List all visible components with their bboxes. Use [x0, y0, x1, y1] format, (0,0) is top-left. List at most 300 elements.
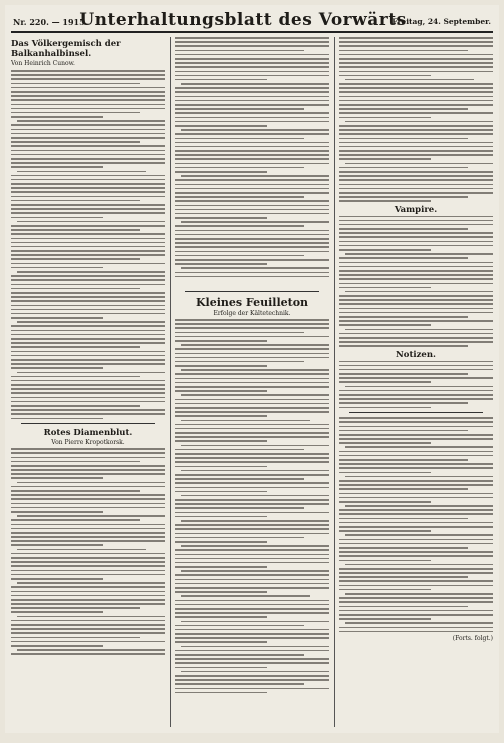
text-line [175, 327, 329, 329]
text-line [339, 87, 493, 89]
text-line [11, 275, 165, 277]
text-line [11, 363, 165, 365]
serial-continued-body [339, 417, 493, 632]
text-line [345, 534, 493, 536]
text-line [175, 516, 267, 518]
text-line [11, 346, 140, 348]
text-line [339, 484, 493, 486]
text-line [11, 620, 165, 622]
text-line [11, 376, 140, 378]
text-line [11, 452, 165, 454]
text-line [339, 188, 493, 190]
column-3-body [339, 37, 493, 202]
text-line [345, 291, 493, 293]
text-line [175, 184, 329, 186]
text-line [11, 645, 103, 647]
text-line [11, 87, 165, 89]
article-body-continued [175, 37, 329, 277]
text-line [339, 41, 493, 43]
text-line [11, 448, 165, 450]
text-line [175, 457, 329, 459]
text-line [175, 554, 329, 556]
text-line [11, 607, 140, 609]
feuilleton-body [175, 319, 329, 693]
text-line [339, 75, 431, 77]
text-line [11, 104, 165, 106]
text-line [175, 579, 329, 581]
text-line [339, 333, 493, 335]
text-line [339, 171, 493, 173]
text-line [339, 112, 493, 114]
text-line [175, 234, 329, 236]
text-line [11, 250, 165, 252]
text-line [175, 41, 329, 43]
text-line [17, 372, 165, 374]
text-line [175, 112, 329, 114]
text-line [11, 187, 165, 189]
text-line [11, 351, 165, 353]
text-line [17, 271, 165, 273]
text-line [339, 45, 493, 47]
text-line [175, 121, 329, 123]
text-line [11, 586, 165, 588]
column-divider [170, 37, 171, 727]
text-line [11, 200, 140, 202]
text-line [339, 184, 493, 186]
text-line [339, 295, 493, 297]
text-line [175, 629, 329, 631]
text-line [11, 624, 165, 626]
text-line [175, 171, 267, 173]
text-line [339, 320, 493, 322]
text-line [11, 254, 165, 256]
text-line [175, 58, 329, 60]
text-line [175, 87, 329, 89]
text-line [17, 582, 165, 584]
text-line [175, 125, 267, 127]
text-line [175, 487, 329, 489]
text-line [175, 537, 304, 539]
text-line [175, 604, 329, 606]
text-line [339, 463, 493, 465]
text-line [339, 249, 431, 251]
text-line [11, 401, 165, 403]
text-line [339, 108, 468, 110]
text-line [339, 497, 493, 499]
text-line [175, 428, 329, 430]
text-line [175, 474, 329, 476]
text-line [11, 179, 165, 181]
text-line [339, 66, 493, 68]
text-line [175, 133, 329, 135]
text-line [339, 200, 431, 202]
text-line [175, 424, 329, 426]
text-line [175, 54, 329, 56]
text-line [339, 341, 493, 343]
article-author: Von Heinrich Cunow. [11, 60, 75, 67]
text-line [339, 167, 468, 169]
text-line [11, 519, 140, 521]
text-line [345, 564, 493, 566]
text-line [11, 465, 165, 467]
text-line [175, 213, 329, 215]
text-line [11, 305, 165, 307]
text-line [175, 692, 267, 694]
text-line [339, 434, 493, 436]
text-line [175, 332, 304, 334]
text-line [175, 528, 329, 530]
text-line [175, 478, 304, 480]
text-line [339, 142, 493, 144]
text-line [181, 445, 329, 447]
text-line [339, 192, 493, 194]
text-line [175, 357, 329, 359]
text-line [181, 394, 329, 396]
text-line [175, 158, 329, 160]
text-line [175, 616, 267, 618]
text-line [175, 163, 329, 165]
text-line [175, 66, 329, 68]
text-line [345, 163, 493, 165]
text-line [11, 95, 165, 97]
text-line [339, 530, 431, 532]
text-line [17, 321, 165, 323]
text-line [339, 154, 493, 156]
text-line [339, 601, 493, 603]
text-line [11, 611, 103, 613]
text-line [11, 99, 165, 101]
text-line [339, 324, 431, 326]
text-line [175, 403, 329, 405]
text-line [339, 138, 468, 140]
text-line [175, 192, 329, 194]
text-line [11, 154, 165, 156]
text-line [175, 378, 329, 380]
text-line [175, 117, 329, 119]
text-line [175, 641, 267, 643]
text-line [11, 570, 165, 572]
text-line [175, 688, 329, 690]
text-line [175, 37, 329, 39]
text-line [175, 365, 267, 367]
divider [21, 423, 155, 424]
text-line [175, 541, 267, 543]
text-line [175, 587, 329, 589]
text-line [11, 292, 165, 294]
text-line [339, 394, 493, 396]
text-line [11, 212, 165, 214]
text-line [175, 512, 329, 514]
text-line [11, 108, 165, 110]
text-line [175, 658, 329, 660]
text-line [339, 417, 493, 419]
text-line [175, 432, 329, 434]
text-line [11, 74, 165, 76]
text-line [11, 208, 165, 210]
text-line [339, 526, 493, 528]
text-line [175, 524, 329, 526]
text-line [339, 518, 468, 520]
text-line [175, 679, 329, 681]
text-line [11, 599, 165, 601]
text-line [181, 595, 310, 597]
text-line [339, 96, 493, 98]
text-line [11, 461, 140, 463]
text-line [339, 472, 431, 474]
text-line [339, 493, 493, 495]
text-line [11, 325, 165, 327]
text-line [11, 229, 140, 231]
text-line [175, 200, 329, 202]
text-line [339, 451, 493, 453]
text-line [339, 117, 431, 119]
notes-body [339, 361, 493, 409]
text-line [175, 353, 329, 355]
text-line [175, 612, 329, 614]
text-line [339, 312, 493, 314]
text-line [11, 279, 165, 281]
text-line [11, 258, 140, 260]
text-line [11, 288, 140, 290]
text-line [175, 407, 329, 409]
divider [349, 412, 483, 413]
text-line [175, 230, 329, 232]
text-line [11, 578, 103, 580]
text-line [339, 62, 493, 64]
text-line [175, 625, 304, 627]
divider [185, 291, 319, 292]
text-line [17, 515, 165, 517]
text-line [339, 614, 493, 616]
text-line [17, 221, 165, 223]
text-line [11, 338, 165, 340]
vampire-heading: Vampire. [394, 204, 438, 215]
text-line [339, 283, 493, 285]
text-line [11, 83, 140, 85]
text-line [175, 650, 329, 652]
text-line [175, 91, 329, 93]
text-line [339, 158, 431, 160]
text-line [175, 225, 304, 227]
text-line [175, 319, 329, 321]
text-line [11, 653, 165, 655]
text-line [339, 597, 493, 599]
text-line [339, 438, 493, 440]
text-line [11, 507, 165, 509]
article-body [11, 70, 165, 419]
serial-body [11, 448, 165, 655]
text-line [339, 551, 493, 553]
text-line [345, 329, 493, 331]
serial-author: Von Pierre Kropotkorsk. [51, 439, 125, 447]
text-line [11, 317, 103, 319]
text-line [175, 138, 304, 140]
text-line [11, 536, 165, 538]
text-line [175, 179, 329, 181]
text-line [339, 369, 493, 371]
text-line [175, 562, 329, 564]
text-line [175, 100, 329, 102]
text-line [339, 150, 493, 152]
text-line [175, 491, 267, 493]
text-line [339, 303, 493, 305]
text-line [11, 637, 140, 639]
text-line [175, 217, 267, 219]
text-line [175, 449, 304, 451]
text-line [339, 220, 493, 222]
text-line [11, 561, 165, 563]
text-line [11, 129, 165, 131]
text-line [339, 179, 493, 181]
text-line [175, 196, 304, 198]
text-line [339, 365, 493, 367]
text-line [175, 637, 329, 639]
text-line [339, 50, 468, 52]
text-line [11, 528, 165, 530]
text-line [339, 442, 431, 444]
text-line [175, 683, 304, 685]
text-line [339, 100, 493, 102]
text-line [339, 278, 493, 280]
text-line [11, 150, 165, 152]
text-line [175, 566, 267, 568]
text-line [175, 255, 304, 257]
text-line [11, 141, 140, 143]
text-line [339, 560, 431, 562]
text-line [11, 628, 165, 630]
text-line [339, 555, 493, 557]
text-line [175, 361, 304, 363]
text-line [175, 276, 329, 278]
text-line [181, 221, 329, 223]
text-line [339, 196, 468, 198]
text-line [11, 175, 165, 177]
text-line [11, 591, 165, 593]
text-line [339, 455, 493, 457]
text-line [11, 503, 165, 505]
text-line [181, 129, 329, 131]
text-line [345, 622, 493, 624]
text-line [339, 299, 493, 301]
text-line [339, 580, 493, 582]
text-line [11, 225, 165, 227]
text-line [345, 505, 493, 507]
text-line [11, 355, 165, 357]
text-line [11, 413, 165, 415]
text-line [175, 205, 329, 207]
text-line [175, 246, 329, 248]
text-line [339, 262, 493, 264]
text-line [11, 217, 103, 219]
text-line [339, 345, 468, 347]
text-line [339, 568, 493, 570]
text-line [339, 480, 493, 482]
text-line [339, 631, 493, 633]
text-line [175, 507, 304, 509]
text-line [339, 175, 493, 177]
text-line [345, 253, 493, 255]
column-divider [334, 37, 335, 727]
text-line [339, 224, 493, 226]
text-line [11, 70, 165, 72]
text-line [339, 513, 493, 515]
text-line [339, 361, 493, 363]
text-line [339, 606, 468, 608]
text-line [181, 520, 329, 522]
text-line [181, 671, 329, 673]
text-line [11, 91, 165, 93]
text-line [181, 545, 329, 547]
text-line [345, 79, 474, 81]
text-line [175, 503, 329, 505]
text-line [339, 585, 493, 587]
text-line [11, 540, 165, 542]
text-line [11, 405, 140, 407]
text-line [11, 418, 103, 420]
text-line [175, 436, 329, 438]
text-line [181, 470, 329, 472]
text-line [175, 75, 329, 77]
text-line [181, 83, 329, 85]
text-line [11, 486, 165, 488]
text-line [339, 236, 493, 238]
text-line [345, 593, 493, 595]
text-line [339, 430, 468, 432]
text-line [11, 603, 165, 605]
text-line [175, 167, 304, 169]
text-line [175, 188, 329, 190]
text-line [11, 183, 165, 185]
text-line [181, 646, 329, 648]
text-line [339, 337, 493, 339]
text-line [11, 233, 165, 235]
text-line [339, 426, 493, 428]
text-line [11, 477, 103, 479]
text-line [175, 259, 329, 261]
text-line [11, 469, 165, 471]
article-title: Das Völkergemisch der Balkanhalbinsel. [11, 39, 121, 59]
text-line [339, 104, 493, 106]
text-line [181, 369, 329, 371]
text-line [11, 632, 165, 634]
text-line [17, 482, 165, 484]
text-line [11, 553, 165, 555]
text-line [181, 420, 310, 422]
text-line [339, 37, 493, 39]
text-line [339, 91, 493, 93]
text-line [17, 549, 146, 551]
text-line [175, 323, 329, 325]
newspaper-title: Unterhaltungsblatt des Vorwärts [79, 10, 407, 30]
issue-date: Freitag, 24. September. [392, 17, 491, 26]
text-line [17, 171, 146, 173]
text-line [11, 641, 165, 643]
text-line [11, 309, 165, 311]
text-line [11, 392, 165, 394]
text-line [339, 146, 493, 148]
text-line [175, 549, 329, 551]
text-line [339, 402, 468, 404]
text-line [339, 618, 431, 620]
column-2 [175, 37, 329, 727]
column-1 [11, 37, 165, 727]
text-line [175, 382, 329, 384]
text-line [11, 473, 165, 475]
text-line [339, 257, 468, 259]
text-line [175, 154, 329, 156]
text-line [11, 409, 165, 411]
text-line [339, 274, 493, 276]
